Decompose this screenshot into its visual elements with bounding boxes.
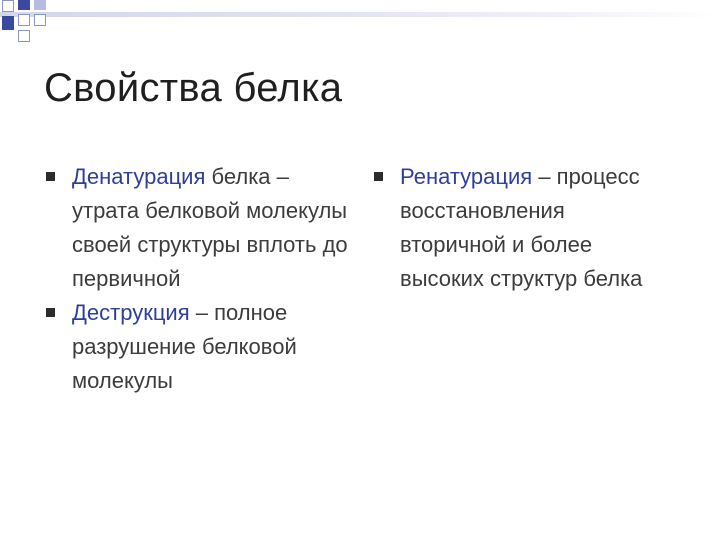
top-decor-band: [0, 12, 720, 17]
definition-renaturation: – процесс восстановления вторичной и более высоких структур белка: [400, 164, 643, 291]
decor-square-outline-4: [18, 30, 30, 42]
left-column: [44, 160, 362, 398]
term-destruction: Деструкция: [72, 300, 190, 325]
decor-square-outline-1: [2, 0, 14, 12]
decor-square-light: [34, 0, 46, 10]
square-bullet-icon: [46, 172, 55, 181]
list-item-renaturation: [372, 160, 672, 296]
term-denaturation: Денатурация: [72, 164, 206, 189]
decor-square-outline-3: [34, 14, 46, 26]
list-item-denaturation: [44, 160, 362, 296]
definition-denaturation: белка – утрата белковой молекулы своей структуры вплоть до первичной: [72, 164, 348, 291]
term-renaturation: Ренатурация: [400, 164, 533, 189]
decor-square-outline-2: [18, 14, 30, 26]
definition-destruction: – полное разрушение белковой молекулы: [72, 300, 297, 393]
list-item-destruction: [44, 296, 362, 398]
square-bullet-icon: [374, 172, 383, 181]
square-bullet-icon: [46, 308, 55, 317]
decor-square-filled-1: [18, 0, 30, 10]
decor-square-filled-2: [2, 16, 14, 30]
right-column: [372, 160, 672, 296]
slide-title: Свойства белка: [44, 66, 343, 110]
